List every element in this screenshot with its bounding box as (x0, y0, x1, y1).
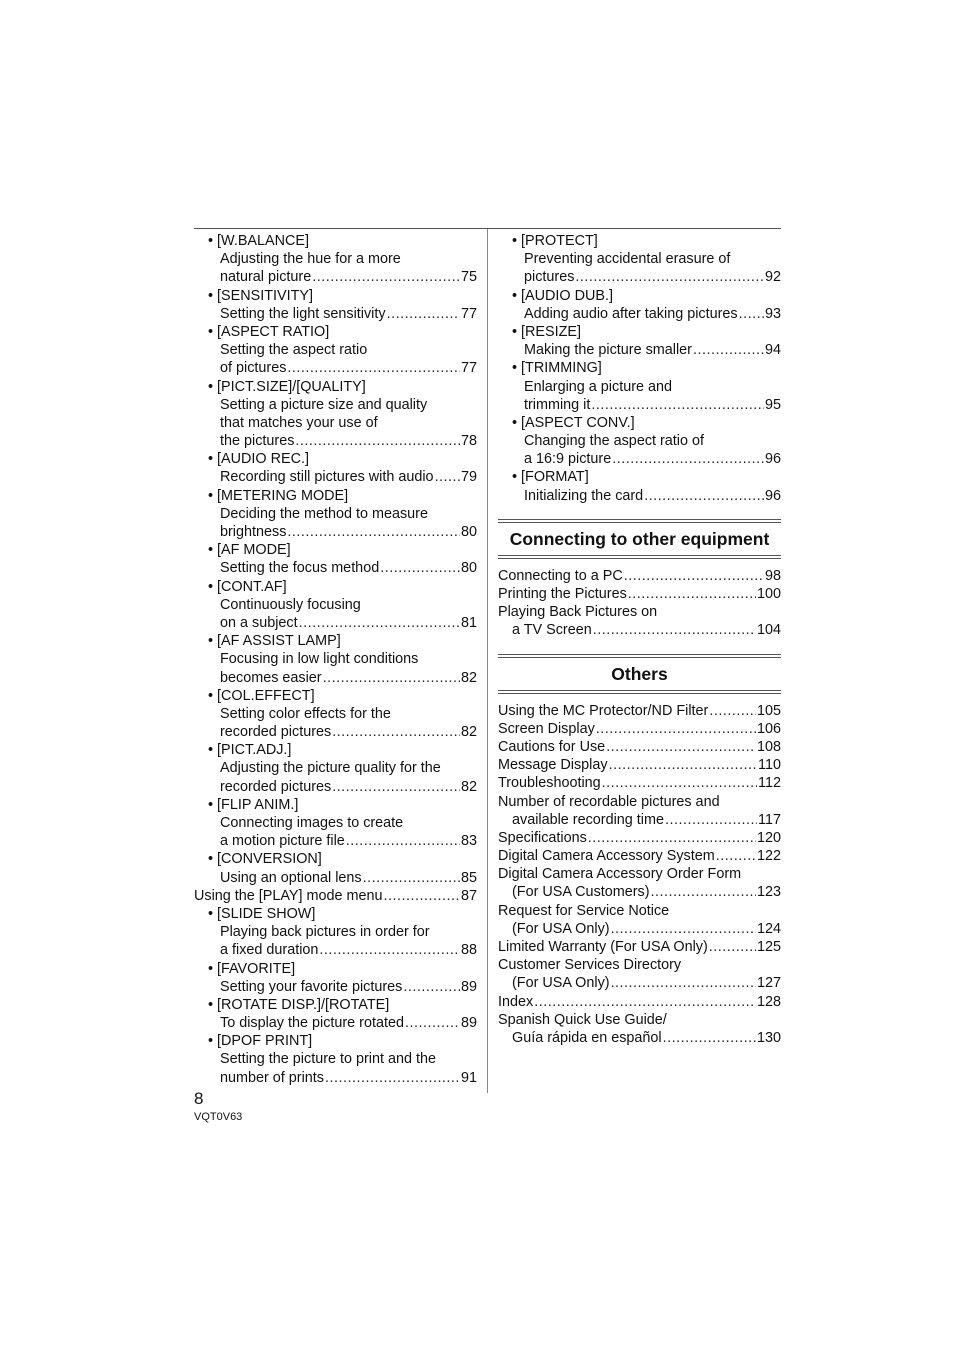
dot-leader (403, 978, 460, 996)
toc-entry (498, 993, 781, 1011)
toc-item-heading: • [ROTATE DISP.]/[ROTATE] (208, 996, 390, 1013)
toc-entry-title: Setting your favorite pictures (220, 978, 403, 995)
toc-item-heading: • [METERING MODE] (208, 487, 349, 504)
toc-entry-title: on a subject (220, 614, 298, 631)
page-number: 8 (194, 1089, 204, 1108)
toc-entry-title: To display the picture rotated (220, 1015, 404, 1032)
toc-entry (498, 1029, 781, 1047)
toc-page-number: 110 (758, 757, 781, 774)
dot-leader (325, 1069, 460, 1087)
toc-entry (194, 778, 477, 796)
toc-entry-title: natural picture (220, 269, 312, 286)
dot-leader (611, 920, 756, 938)
toc-page-number: 112 (758, 775, 781, 792)
toc-entry (498, 585, 781, 603)
dot-leader (716, 847, 756, 865)
toc-entry (194, 869, 477, 887)
toc-page-number: 108 (756, 738, 781, 755)
toc-entry (194, 268, 477, 286)
toc-entry-title: (For USA Only) (512, 920, 610, 937)
dot-leader (363, 869, 460, 887)
toc-entry-title: Specifications (498, 829, 587, 846)
toc-entry-text: Request for Service Notice (498, 902, 670, 919)
toc-entry (498, 268, 781, 286)
section-title: Connecting to other equipment (509, 528, 770, 549)
dot-leader (609, 756, 757, 774)
toc-page-number: 96 (764, 451, 781, 468)
toc-page-number: 89 (460, 978, 477, 995)
dot-leader (663, 1029, 756, 1047)
toc-page-number: 77 (460, 305, 477, 322)
toc-page-number: 130 (756, 1029, 781, 1046)
toc-page-number: 91 (460, 1069, 477, 1086)
toc-entry (194, 559, 477, 577)
toc-page-number: 82 (460, 724, 477, 741)
dot-leader (628, 585, 756, 603)
toc-entry (194, 1069, 477, 1087)
toc-right-column (498, 232, 781, 1047)
toc-item-heading: • [FORMAT] (512, 469, 589, 486)
toc-entry-text: Adjusting the picture quality for the (220, 760, 441, 777)
toc-entry-title: of pictures (220, 360, 287, 377)
toc-entry-title: Digital Camera Accessory System (498, 848, 715, 865)
dot-leader (287, 359, 460, 377)
toc-entry-title: a TV Screen (512, 622, 592, 639)
toc-entry (498, 920, 781, 938)
toc-entry (498, 829, 781, 847)
toc-page-number: 125 (756, 939, 781, 955)
toc-entry-title: recorded pictures (220, 724, 332, 741)
section-entries-connecting (498, 567, 781, 640)
toc-entry-text: Preventing accidental erasure of (524, 251, 731, 268)
toc-entry-title: Troubleshooting (498, 775, 601, 792)
section-rule (498, 555, 781, 559)
toc-entry-text: Setting color effects for the (220, 705, 391, 722)
toc-left-column (194, 232, 477, 1087)
toc-item-heading: • [CONVERSION] (208, 851, 322, 868)
toc-page-number: 75 (460, 269, 477, 286)
toc-entry-text: that matches your use of (220, 414, 378, 431)
dot-leader (534, 993, 756, 1011)
toc-entry-title: Cautions for Use (498, 738, 606, 755)
toc-entry-title: Index (498, 993, 534, 1010)
toc-entry (498, 621, 781, 639)
toc-entry-title: number of prints (220, 1069, 324, 1086)
toc-entry-text: Playing Back Pictures on (498, 604, 658, 621)
toc-item-heading: • [DPOF PRINT] (208, 1033, 313, 1050)
toc-page-number: 92 (764, 269, 781, 286)
toc-page-number: 123 (756, 884, 781, 901)
document-code: VQT0V63 (194, 1111, 243, 1123)
dot-leader (332, 723, 460, 741)
dot-leader (611, 974, 756, 992)
toc-page-number: 80 (460, 560, 477, 577)
toc-entry (194, 832, 477, 850)
toc-entry-title: Setting the focus method (220, 560, 380, 577)
toc-entry (498, 702, 781, 720)
toc-entry (498, 774, 781, 792)
toc-entry-text: Number of recordable pictures and (498, 793, 720, 810)
toc-entry (498, 847, 781, 865)
toc-page-number: 96 (764, 487, 781, 504)
dot-leader (693, 341, 764, 359)
toc-entry-title: pictures (524, 269, 575, 286)
dot-leader (380, 559, 460, 577)
dot-leader (709, 938, 756, 956)
toc-entry-title: Initializing the card (524, 487, 644, 504)
dot-leader (602, 774, 757, 792)
dot-leader (665, 811, 757, 829)
toc-entry (194, 523, 477, 541)
toc-item-heading: • [AUDIO DUB.] (512, 287, 613, 304)
toc-entry-title: Using an optional lens (220, 869, 362, 886)
toc-entry-text: Deciding the method to measure (220, 505, 428, 522)
dot-leader (405, 1014, 460, 1032)
toc-entry (194, 468, 477, 486)
toc-entry (498, 883, 781, 901)
toc-entry-title: a fixed duration (220, 942, 319, 959)
toc-item-heading: • [AF ASSIST LAMP] (208, 633, 341, 650)
dot-leader (624, 567, 764, 585)
toc-item-heading: • [CONT.AF] (208, 578, 287, 595)
toc-entry-title: Message Display (498, 757, 608, 774)
toc-page-number: 85 (460, 869, 477, 886)
toc-page-number: 93 (764, 305, 781, 322)
toc-entry-title: available recording time (512, 811, 664, 828)
toc-entry-text: Setting the picture to print and the (220, 1051, 437, 1068)
toc-entry-title: Using the MC Protector/ND Filter (498, 702, 709, 719)
toc-entry-text: Spanish Quick Use Guide/ (498, 1011, 667, 1028)
dot-leader (319, 941, 460, 959)
toc-entry (194, 359, 477, 377)
dot-leader (651, 883, 756, 901)
toc-right-entries (498, 232, 781, 505)
toc-entry-text: Digital Camera Accessory Order Form (498, 866, 742, 883)
toc-entry-title: Making the picture smaller (524, 342, 692, 359)
dot-leader (346, 832, 460, 850)
toc-item-heading: • [PICT.SIZE]/[QUALITY] (208, 378, 366, 395)
toc-entry-title: Guía rápida en español (512, 1029, 662, 1046)
section-heading-others (498, 654, 781, 694)
toc-page-number: 77 (460, 360, 477, 377)
toc-entry (498, 974, 781, 992)
toc-entry (498, 738, 781, 756)
toc-entry-title: Adding audio after taking pictures (524, 305, 738, 322)
toc-page-number: 124 (756, 920, 781, 937)
toc-entry (194, 432, 477, 450)
toc-item-heading: • [COL.EFFECT] (208, 687, 315, 704)
toc-item-heading: • [ASPECT CONV.] (512, 414, 635, 431)
toc-item-heading: • [PICT.ADJ.] (208, 742, 292, 759)
dot-leader (644, 487, 764, 505)
toc-page-number: 79 (460, 469, 477, 486)
toc-item-heading: • [PROTECT] (512, 233, 598, 249)
toc-page-number: 89 (460, 1015, 477, 1032)
toc-page-number: 100 (756, 586, 781, 602)
toc-page-number: 88 (460, 942, 477, 959)
dot-leader (435, 468, 460, 486)
toc-entry-text: Adjusting the hue for a more (220, 251, 401, 268)
toc-entry-title: the pictures (220, 433, 295, 450)
toc-item-heading: • [SENSITIVITY] (208, 287, 313, 304)
toc-page-number: 81 (460, 614, 477, 631)
toc-page-number: 94 (764, 342, 781, 359)
toc-entry-title: Recording still pictures with audio (220, 469, 434, 486)
dot-leader (384, 887, 460, 905)
dot-leader (596, 720, 756, 738)
toc-page-number: 117 (758, 811, 781, 828)
toc-item-heading: • [AF MODE] (208, 542, 291, 559)
toc-entry (194, 669, 477, 687)
toc-entry-title: a motion picture file (220, 833, 345, 850)
toc-entry-title: trimming it (524, 396, 591, 413)
dot-leader (312, 268, 460, 286)
toc-entry-title: Printing the Pictures (498, 586, 627, 602)
toc-entry-title: recorded pictures (220, 778, 332, 795)
toc-page-number: 127 (756, 975, 781, 992)
toc-entry-text: Focusing in low light conditions (220, 651, 419, 668)
dot-leader (593, 621, 756, 639)
toc-entry (498, 811, 781, 829)
section-rule (498, 690, 781, 694)
toc-entry (498, 450, 781, 468)
toc-page-number: 122 (756, 848, 781, 865)
toc-page-number: 78 (460, 433, 477, 450)
toc-page-number: 83 (460, 833, 477, 850)
dot-leader (387, 305, 460, 323)
section-heading-connecting (498, 519, 781, 559)
toc-entry-text: Connecting images to create (220, 815, 404, 831)
toc-page-number: 87 (460, 887, 477, 904)
toc-entry-title: Connecting to a PC (498, 567, 623, 584)
toc-entry-text: Enlarging a picture and (524, 378, 673, 395)
toc-page-number: 82 (460, 669, 477, 686)
toc-item-heading: • [SLIDE SHOW] (208, 905, 316, 922)
toc-item-heading: • [W.BALANCE] (208, 233, 310, 249)
toc-entry-text: Setting a picture size and quality (220, 396, 428, 413)
toc-item-heading: • [RESIZE] (512, 323, 582, 340)
toc-entry (498, 487, 781, 505)
toc-entry (194, 978, 477, 996)
toc-entry (194, 723, 477, 741)
dot-leader (591, 396, 764, 414)
toc-item-heading: • [TRIMMING] (512, 360, 602, 377)
dot-leader (299, 614, 460, 632)
toc-entry-title: Limited Warranty (For USA Only) (498, 939, 708, 955)
toc-page-number: 105 (756, 702, 781, 719)
toc-entry (498, 938, 781, 956)
dot-leader (575, 268, 764, 286)
dot-leader (588, 829, 756, 847)
toc-entry (194, 887, 477, 905)
dot-leader (606, 738, 756, 756)
toc-item-heading: • [FLIP ANIM.] (208, 796, 299, 813)
dot-leader (287, 523, 460, 541)
toc-page-number: 128 (756, 993, 781, 1010)
toc-entry (194, 941, 477, 959)
toc-entry-title: a 16:9 picture (524, 451, 612, 468)
toc-item-heading: • [AUDIO REC.] (208, 451, 309, 468)
dot-leader (739, 305, 764, 323)
toc-entry-title: Screen Display (498, 720, 595, 737)
toc-entry-title: Using the [PLAY] mode menu (194, 887, 383, 904)
toc-entry-text: Customer Services Directory (498, 957, 682, 974)
toc-page-number: 95 (764, 396, 781, 413)
column-divider (487, 229, 488, 1093)
dot-leader (612, 450, 764, 468)
toc-entry-title: (For USA Only) (512, 975, 610, 992)
toc-entry-title: Setting the light sensitivity (220, 305, 386, 322)
toc-entry (498, 756, 781, 774)
dot-leader (323, 669, 460, 687)
toc-entry-title: (For USA Customers) (512, 884, 650, 901)
section-title: Others (611, 663, 668, 684)
toc-entry (498, 720, 781, 738)
toc-page-number: 82 (460, 778, 477, 795)
toc-page-number: 80 (460, 524, 477, 540)
toc-entry (194, 305, 477, 323)
toc-page-number: 104 (756, 622, 781, 639)
toc-page-number: 98 (764, 567, 781, 584)
toc-page-number: 120 (756, 829, 781, 846)
dot-leader (709, 702, 756, 720)
toc-entry (498, 341, 781, 359)
toc-item-heading: • [ASPECT RATIO] (208, 323, 330, 340)
dot-leader (295, 432, 460, 450)
toc-entry-title: becomes easier (220, 669, 322, 686)
toc-page-number: 106 (756, 720, 781, 737)
dot-leader (332, 778, 460, 796)
toc-entry-text: Setting the aspect ratio (220, 342, 368, 359)
section-entries-others (498, 702, 781, 1048)
toc-entry (194, 1014, 477, 1032)
toc-entry (498, 567, 781, 585)
toc-entry (498, 396, 781, 414)
toc-entry-text: Playing back pictures in order for (220, 924, 430, 941)
toc-entry-text: Changing the aspect ratio of (524, 433, 705, 450)
toc-entry-title: brightness (220, 524, 287, 540)
toc-entry-text: Continuously focusing (220, 596, 361, 613)
toc-entry (194, 614, 477, 632)
toc-entry (498, 305, 781, 323)
toc-item-heading: • [FAVORITE] (208, 960, 296, 977)
